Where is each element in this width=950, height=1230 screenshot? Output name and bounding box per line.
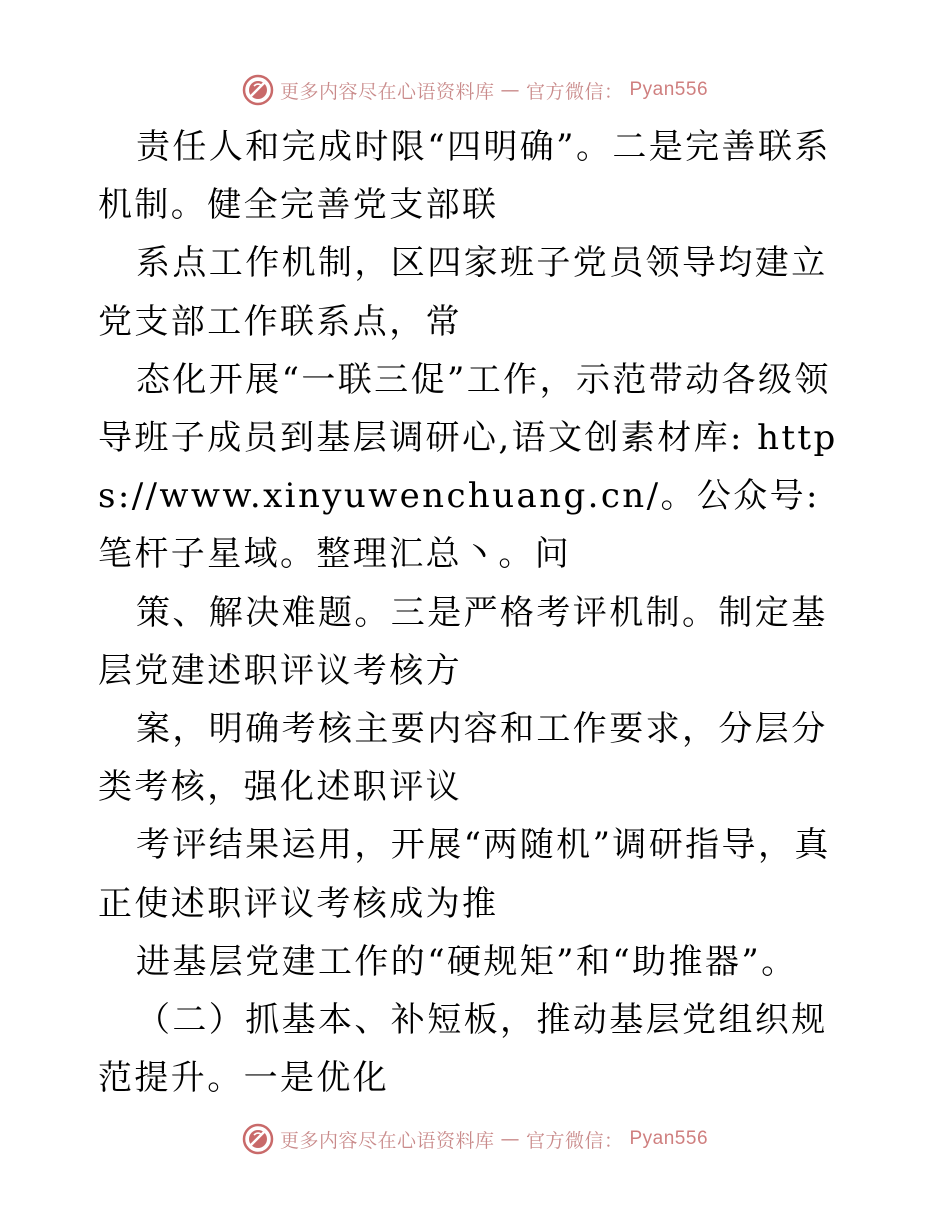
banner-wechat-label: 官方微信： — [525, 80, 624, 103]
banner-wechat-label: 官方微信： — [525, 1129, 624, 1152]
banner-dash: — — [500, 79, 520, 101]
paragraph: 态化开展“一联三促”工作，示范带动各级领导班子成员到基层调研心,语文创素材库: https://www.xinyuwenchuang.cn/。公众号: 笔杆子星域。整理汇总丶。问 — [98, 359, 838, 575]
seal-logo-icon — [242, 74, 274, 106]
paragraph: 策、解决难题。三是严格考评机制。制定基层党建述职评议考核方 — [98, 592, 828, 691]
document-body — [98, 118, 858, 1107]
banner-dash: — — [500, 1128, 520, 1150]
paragraph: （二）抓基本、补短板，推动基层党组织规范提升。一是优化 — [98, 1000, 828, 1099]
paragraph: 责任人和完成时限“四明确”。二是完善联系机制。健全完善党支部联 — [98, 127, 831, 226]
banner-text: 更多内容尽在心语资料库 — [279, 1129, 495, 1152]
seal-logo-icon — [242, 1123, 274, 1155]
paragraph: 系点工作机制，区四家班子党员领导均建立党支部工作联系点，常 — [98, 243, 828, 342]
paragraph: 案，明确考核主要内容和工作要求，分层分类考核，强化述职评议 — [98, 709, 828, 808]
banner-wechat-id: Pyan556 — [629, 79, 709, 100]
banner-wechat-id: Pyan556 — [629, 1128, 709, 1149]
paragraph: 进基层党建工作的“硬规矩”和“助推器”。 — [136, 941, 798, 982]
paragraph: 考评结果运用，开展“两随机”调研指导，真正使述职评议考核成为推 — [98, 825, 831, 924]
header-banner — [0, 70, 950, 110]
footer-banner — [0, 1119, 950, 1159]
banner-text: 更多内容尽在心语资料库 — [279, 80, 495, 103]
